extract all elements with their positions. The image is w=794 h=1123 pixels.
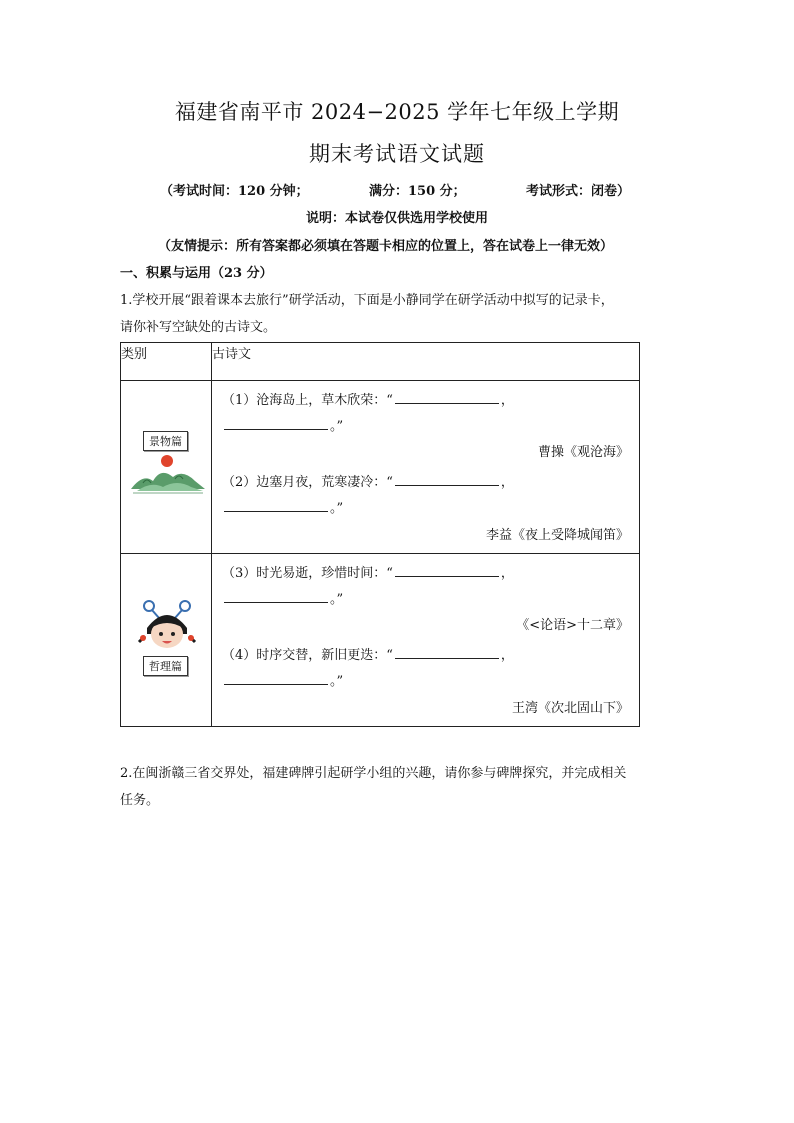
poem-prompt: （4）时序交替，新旧更迭：“ [222,648,393,663]
question-1-stem [120,287,680,341]
poem-author: 曹操《观沧海》 [537,445,629,460]
poem-item-3-cont [222,588,343,607]
landscape-icon [129,451,207,499]
poem-item-2-cont [222,497,343,516]
poem-prompt: （1）沧海岛上，草木欣荣：“ [222,393,393,408]
poem-end: 。” [330,592,344,607]
answer-blank[interactable] [395,646,499,659]
poem-item-3 [222,562,514,581]
poem-item-4 [222,644,514,663]
poem-author: 《<论语>十二章》 [516,618,629,633]
poem-end: 。” [330,419,344,434]
poem-author: 李益《夜上受降城闻笛》 [485,528,629,543]
girl-cartoon-icon [137,596,197,654]
question-2-line1: 2.在闽浙赣三省交界处，福建碑牌引起研学小组的兴趣，请你参与碑牌探究，并完成相关 [120,766,627,781]
exam-time: （考试时间：120 分钟； [160,184,309,199]
poem-record-table [120,342,640,727]
table-row [121,554,640,727]
section-heading: 一、积累与运用（23 分） [120,266,273,281]
answer-blank[interactable] [224,499,328,512]
poem-end: 。” [330,501,344,516]
poem-cell-scenery [212,381,640,554]
usage-note: 说明：本试卷仅供选用学校使用 [305,211,488,226]
answer-blank[interactable] [395,473,499,486]
header-category: 类别 [121,343,212,381]
category-cell-philosophy [121,554,212,727]
question-1-line1: 1.学校开展“跟着课本去旅行”研学活动，下面是小静同学在研学活动中拟写的记录卡， [120,293,614,308]
poem-item-1-cont [222,415,343,434]
header-poem: 古诗文 [212,343,640,381]
answer-blank[interactable] [395,564,499,577]
exam-title-line1: 福建省南平市 2024−2025 学年七年级上学期 [174,100,620,124]
exam-title-line2: 期末考试语文试题 [309,142,485,166]
category-tag-scenery: 景物篇 [143,431,188,451]
question-1-line2: 请你补写空缺处的古诗文。 [120,320,277,335]
poem-prompt: （2）边塞月夜，荒寒凄冷：“ [222,475,393,490]
poem-author: 王湾《次北固山下》 [511,701,629,716]
table-header-row [121,343,640,381]
friendly-tip: （友情提示：所有答案都必须填在答题卡相应的位置上，答在试卷上一律无效） [158,239,614,254]
poem-prompt: （3）时光易逝，珍惜时间：“ [222,566,393,581]
poem-item-4-cont [222,670,343,689]
exam-info [160,180,630,199]
category-tag-philosophy: 哲理篇 [143,656,188,676]
poem-item-2 [222,471,514,490]
poem-end: 。” [330,674,344,689]
question-2-line2: 任务。 [120,793,160,808]
answer-blank[interactable] [224,590,328,603]
poem-mid: ， [500,475,514,490]
answer-blank[interactable] [224,417,328,430]
poem-mid: ， [500,648,514,663]
poem-mid: ， [500,566,514,581]
exam-form: 考试形式：闭卷） [525,184,630,199]
answer-blank[interactable] [395,391,499,404]
poem-item-1 [222,389,514,408]
table-row [121,381,640,554]
poem-cell-philosophy [212,554,640,727]
category-cell-scenery [121,381,212,554]
full-score: 满分：150 分； [368,184,466,199]
answer-blank[interactable] [224,672,328,685]
poem-mid: ， [500,393,514,408]
question-2-stem [120,760,680,814]
